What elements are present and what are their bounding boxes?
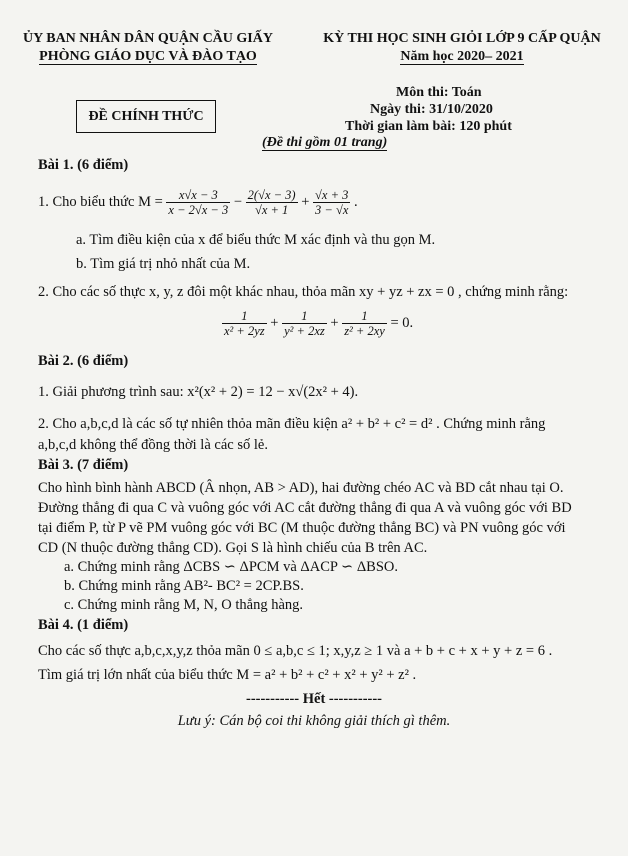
- problem-3-line1: Cho hình bình hành ABCD (Â nhọn, AB > AD), hai đường chéo AC và BD cắt nhau tại O.: [38, 480, 564, 496]
- eq-fraction-2-numerator: 1: [282, 309, 327, 324]
- eq-fraction-3: [342, 309, 387, 338]
- problem-1-expression: [38, 188, 358, 217]
- fraction-1: [166, 188, 230, 217]
- eq-fraction-1-numerator: 1: [222, 309, 267, 324]
- eq-fraction-2: [282, 309, 327, 338]
- problem-4-line1: Cho các số thực a,b,c,x,y,z thỏa mãn 0 ≤ a,b,c ≤ 1; x,y,z ≥ 1 và a + b + c + x + y + z = 6 .: [38, 643, 553, 659]
- end-marker: ----------- Hết -----------: [245, 691, 383, 707]
- problem-2-q1: 1. Giải phương trình sau: x²(x² + 2) = 12 − x√(2x² + 4).: [38, 384, 359, 400]
- problem-4-title: Bài 4. (1 điểm): [38, 617, 129, 633]
- fraction-3-denominator: 3 − √x: [315, 203, 349, 217]
- problem-4-line2: Tìm giá trị lớn nhất của biểu thức M = a² + b² + c² + x² + y² + z² .: [38, 667, 417, 683]
- period: .: [354, 193, 358, 210]
- plus-sign: +: [270, 314, 279, 331]
- fraction-2-numerator: 2(√x − 3): [247, 188, 296, 202]
- problem-2-q2-line1: 2. Cho a,b,c,d là các số tự nhiên thỏa mãn điều kiện a² + b² + c² = d² . Chứng minh rằng: [38, 416, 546, 432]
- problem-3-qa: a. Chứng minh rằng ΔCBS ∽ ΔPCM và ΔACP ∽ ΔBSO.: [64, 559, 398, 575]
- fraction-1-numerator: x√x − 3: [166, 188, 230, 203]
- problem-3-line4: CD (N thuộc đường thẳng CD). Gọi S là hình chiếu của B trên AC.: [38, 540, 428, 556]
- eq-fraction-2-denominator: y² + 2xz: [284, 324, 325, 338]
- eq-fraction-3-numerator: 1: [342, 309, 387, 324]
- authority-name: ỦY BAN NHÂN DÂN QUẬN CẦU GIẤY: [23, 31, 273, 46]
- problem-3-line2: Đường thẳng đi qua C và vuông góc với AC cắt đường thẳng đi qua A và vuông góc với BD: [38, 500, 572, 516]
- fraction-2-denominator: √x + 1: [254, 203, 289, 217]
- footer-note: Lưu ý: Cán bộ coi thi không giải thích gì thêm.: [177, 713, 451, 729]
- fraction-3-numerator: √x + 3: [315, 188, 349, 202]
- problem-1-equation: [222, 309, 413, 338]
- problem-1-q1b: b. Tìm giá trị nhỏ nhất của M.: [76, 256, 251, 272]
- plus-sign: +: [330, 314, 339, 331]
- exam-duration: Thời gian làm bài: 120 phút: [345, 119, 512, 134]
- problem-2-title: Bài 2. (6 điểm): [38, 353, 129, 369]
- fraction-3: [313, 188, 350, 217]
- plus-sign: +: [301, 193, 310, 210]
- department-name-text: PHÒNG GIÁO DỤC VÀ ĐÀO TẠO: [39, 49, 257, 64]
- school-year: [300, 48, 624, 65]
- exam-subject: Môn thi: Toán: [396, 85, 482, 100]
- problem-1-q1a: a. Tìm điều kiện của x để biểu thức M xác định và thu gọn M.: [76, 232, 436, 248]
- problem-1-title: Bài 1. (6 điểm): [38, 157, 129, 173]
- exam-date: Ngày thi: 31/10/2020: [370, 102, 493, 117]
- pages-note-text: (Đề thi gồm 01 trang): [262, 135, 388, 150]
- problem-3-line3: tại điểm P, từ P vẽ PM vuông góc với BC (M thuộc đường thẳng BC) và PN vuông góc với: [38, 520, 566, 536]
- minus-sign: −: [233, 193, 243, 210]
- problem-1-q2: 2. Cho các số thực x, y, z đôi một khác nhau, thỏa mãn xy + yz + zx = 0 , chứng minh rằng:: [38, 284, 569, 300]
- official-exam-box: ĐỀ CHÍNH THỨC: [76, 100, 216, 133]
- eq-fraction-1: [222, 309, 267, 338]
- department-name: [6, 48, 290, 65]
- fraction-2: [246, 188, 298, 217]
- eq-fraction-1-denominator: x² + 2yz: [224, 324, 265, 338]
- exam-title: KỲ THI HỌC SINH GIỎI LỚP 9 CẤP QUẬN: [323, 31, 601, 46]
- school-year-text: Năm học 2020– 2021: [400, 49, 524, 64]
- equation-rhs: = 0.: [390, 314, 414, 331]
- problem-3-title: Bài 3. (7 điểm): [38, 457, 129, 473]
- fraction-1-denominator: x − 2√x − 3: [168, 203, 229, 217]
- eq-fraction-3-denominator: z² + 2xy: [344, 324, 385, 338]
- problem-1-q1-intro: 1. Cho biểu thức M =: [38, 193, 163, 210]
- problem-3-qb: b. Chứng minh rằng AB²- BC² = 2CP.BS.: [64, 578, 304, 594]
- problem-2-q2-line2: a,b,c,d không thể đồng thời là các số lẻ.: [38, 437, 268, 453]
- problem-3-qc: c. Chứng minh rằng M, N, O thẳng hàng.: [64, 597, 304, 613]
- pages-note: [262, 134, 387, 151]
